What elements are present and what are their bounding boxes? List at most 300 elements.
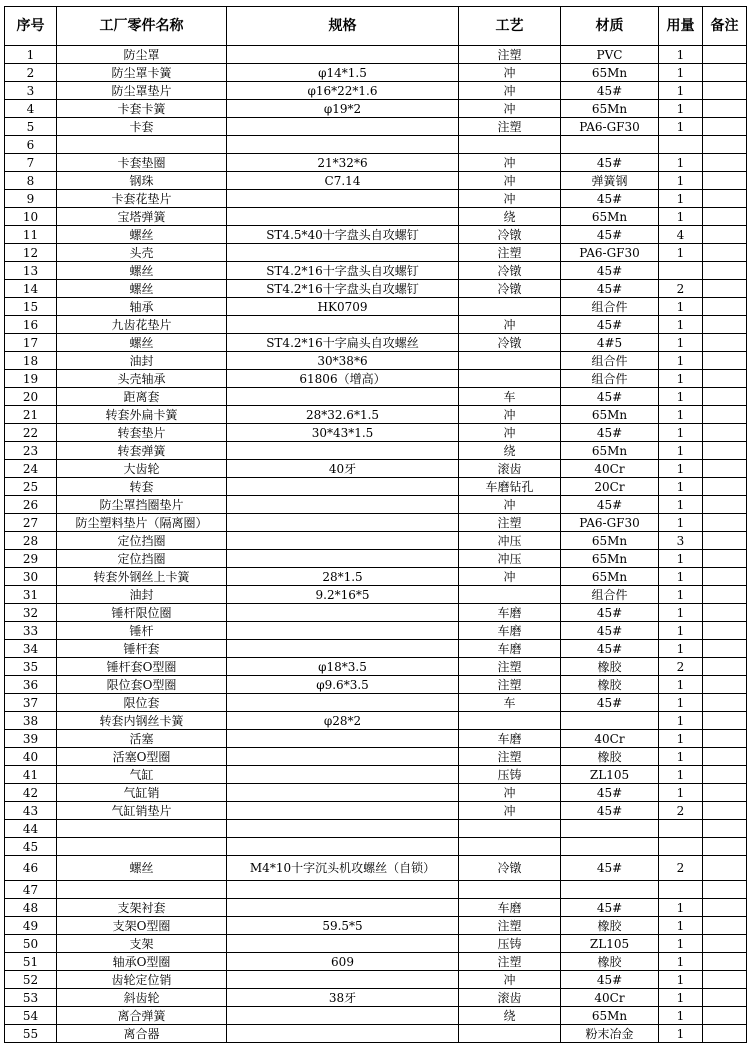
cell-qty: 1 <box>659 424 703 442</box>
table-row <box>5 989 747 1007</box>
table-row <box>5 658 747 676</box>
table-row <box>5 514 747 532</box>
cell-material: ZL105 <box>561 766 659 784</box>
cell-process: 注塑 <box>459 676 561 694</box>
cell-qty: 1 <box>659 100 703 118</box>
cell-qty: 1 <box>659 917 703 935</box>
cell-qty: 1 <box>659 676 703 694</box>
cell-material: 65Mn <box>561 1007 659 1025</box>
cell-process: 冲 <box>459 64 561 82</box>
cell-no: 25 <box>5 478 57 496</box>
cell-material: 45# <box>561 971 659 989</box>
cell-qty: 3 <box>659 532 703 550</box>
cell-note <box>703 406 747 424</box>
cell-note <box>703 748 747 766</box>
table-row <box>5 262 747 280</box>
cell-no: 15 <box>5 298 57 316</box>
table-row <box>5 838 747 856</box>
cell-name: 锤杆套 <box>57 640 227 658</box>
cell-material: 橡胶 <box>561 953 659 971</box>
table-row <box>5 136 747 154</box>
cell-spec: 21*32*6 <box>227 154 459 172</box>
cell-material: 橡胶 <box>561 658 659 676</box>
cell-qty: 1 <box>659 460 703 478</box>
cell-name: 限位套O型圈 <box>57 676 227 694</box>
cell-name: 定位挡圈 <box>57 550 227 568</box>
table-row <box>5 352 747 370</box>
cell-spec <box>227 136 459 154</box>
cell-spec: φ18*3.5 <box>227 658 459 676</box>
cell-qty: 1 <box>659 154 703 172</box>
cell-qty: 1 <box>659 640 703 658</box>
cell-spec <box>227 388 459 406</box>
cell-no: 37 <box>5 694 57 712</box>
cell-qty: 2 <box>659 658 703 676</box>
cell-name: 距离套 <box>57 388 227 406</box>
cell-material: 40Cr <box>561 460 659 478</box>
cell-note <box>703 856 747 881</box>
cell-no: 41 <box>5 766 57 784</box>
cell-process: 注塑 <box>459 46 561 64</box>
cell-material: 组合件 <box>561 586 659 604</box>
cell-qty: 1 <box>659 190 703 208</box>
table-row <box>5 280 747 298</box>
cell-name: 螺丝 <box>57 334 227 352</box>
cell-no: 17 <box>5 334 57 352</box>
cell-name: 转套外钢丝上卡簧 <box>57 568 227 586</box>
cell-note <box>703 172 747 190</box>
cell-note <box>703 244 747 262</box>
cell-spec <box>227 442 459 460</box>
cell-qty <box>659 136 703 154</box>
cell-no: 19 <box>5 370 57 388</box>
cell-qty: 1 <box>659 899 703 917</box>
cell-spec: φ9.6*3.5 <box>227 676 459 694</box>
cell-process <box>459 352 561 370</box>
cell-spec <box>227 935 459 953</box>
cell-qty: 1 <box>659 514 703 532</box>
cell-name: 螺丝 <box>57 226 227 244</box>
cell-material: 45# <box>561 802 659 820</box>
cell-spec: ST4.5*40十字盘头自攻螺钉 <box>227 226 459 244</box>
cell-qty: 1 <box>659 46 703 64</box>
cell-note <box>703 820 747 838</box>
table-row <box>5 694 747 712</box>
cell-no: 12 <box>5 244 57 262</box>
cell-spec <box>227 190 459 208</box>
cell-spec <box>227 208 459 226</box>
cell-name <box>57 838 227 856</box>
cell-process <box>459 370 561 388</box>
cell-note <box>703 802 747 820</box>
table-row <box>5 532 747 550</box>
cell-qty: 1 <box>659 1007 703 1025</box>
cell-material: 65Mn <box>561 550 659 568</box>
cell-process: 注塑 <box>459 118 561 136</box>
cell-process: 冷镦 <box>459 856 561 881</box>
cell-process: 车磨 <box>459 604 561 622</box>
cell-material: 粉末冶金 <box>561 1025 659 1043</box>
cell-name: 螺丝 <box>57 262 227 280</box>
cell-spec: φ19*2 <box>227 100 459 118</box>
cell-spec <box>227 838 459 856</box>
cell-qty: 1 <box>659 748 703 766</box>
cell-note <box>703 280 747 298</box>
cell-note <box>703 298 747 316</box>
cell-spec <box>227 784 459 802</box>
cell-material: 45# <box>561 262 659 280</box>
cell-name: 锤杆套O型圈 <box>57 658 227 676</box>
cell-process <box>459 586 561 604</box>
cell-name: 钢珠 <box>57 172 227 190</box>
cell-spec: HK0709 <box>227 298 459 316</box>
cell-name: 防尘塑料垫片（隔离圈） <box>57 514 227 532</box>
cell-material: 65Mn <box>561 64 659 82</box>
header-spec: 规格 <box>227 7 459 46</box>
cell-name: 螺丝 <box>57 280 227 298</box>
table-row <box>5 190 747 208</box>
table-row <box>5 496 747 514</box>
cell-process: 压铸 <box>459 935 561 953</box>
cell-no: 24 <box>5 460 57 478</box>
cell-spec <box>227 1025 459 1043</box>
cell-spec: C7.14 <box>227 172 459 190</box>
table-row <box>5 899 747 917</box>
cell-process: 车磨钻孔 <box>459 478 561 496</box>
cell-note <box>703 352 747 370</box>
cell-note <box>703 424 747 442</box>
table-row <box>5 478 747 496</box>
cell-spec <box>227 881 459 899</box>
cell-name: 锤杆限位圈 <box>57 604 227 622</box>
cell-spec <box>227 118 459 136</box>
cell-note <box>703 881 747 899</box>
cell-no: 44 <box>5 820 57 838</box>
cell-process: 冲 <box>459 154 561 172</box>
cell-process: 冲压 <box>459 532 561 550</box>
cell-spec: 61806（增高） <box>227 370 459 388</box>
cell-qty: 1 <box>659 622 703 640</box>
table-row <box>5 881 747 899</box>
cell-note <box>703 514 747 532</box>
cell-material: 65Mn <box>561 442 659 460</box>
cell-material: 45# <box>561 388 659 406</box>
cell-spec <box>227 820 459 838</box>
cell-spec <box>227 899 459 917</box>
cell-note <box>703 622 747 640</box>
cell-note <box>703 496 747 514</box>
cell-material: PA6-GF30 <box>561 514 659 532</box>
cell-process: 冲 <box>459 82 561 100</box>
cell-note <box>703 712 747 730</box>
cell-process: 冲 <box>459 316 561 334</box>
cell-material <box>561 881 659 899</box>
cell-spec <box>227 514 459 532</box>
cell-name: 齿轮定位销 <box>57 971 227 989</box>
cell-spec: 38牙 <box>227 989 459 1007</box>
cell-material: 65Mn <box>561 532 659 550</box>
cell-material: 65Mn <box>561 208 659 226</box>
cell-note <box>703 226 747 244</box>
cell-name: 转套弹簧 <box>57 442 227 460</box>
cell-process: 注塑 <box>459 658 561 676</box>
cell-qty: 1 <box>659 244 703 262</box>
cell-note <box>703 917 747 935</box>
table-row <box>5 784 747 802</box>
cell-material: 65Mn <box>561 568 659 586</box>
cell-spec: 28*1.5 <box>227 568 459 586</box>
cell-name: 九齿花垫片 <box>57 316 227 334</box>
cell-process: 冲 <box>459 971 561 989</box>
cell-no: 51 <box>5 953 57 971</box>
cell-material: 45# <box>561 316 659 334</box>
cell-note <box>703 82 747 100</box>
cell-material: 45# <box>561 784 659 802</box>
table-row <box>5 676 747 694</box>
cell-process <box>459 1025 561 1043</box>
cell-no: 10 <box>5 208 57 226</box>
cell-qty: 1 <box>659 208 703 226</box>
cell-name: 防尘罩卡簧 <box>57 64 227 82</box>
cell-qty: 1 <box>659 568 703 586</box>
cell-name: 活塞 <box>57 730 227 748</box>
cell-note <box>703 694 747 712</box>
cell-material: 45# <box>561 694 659 712</box>
cell-process: 车磨 <box>459 640 561 658</box>
cell-material: 橡胶 <box>561 748 659 766</box>
cell-qty: 2 <box>659 280 703 298</box>
cell-material: 45# <box>561 226 659 244</box>
cell-spec <box>227 730 459 748</box>
cell-material: 45# <box>561 899 659 917</box>
cell-process: 冲 <box>459 172 561 190</box>
cell-qty: 1 <box>659 172 703 190</box>
cell-no: 39 <box>5 730 57 748</box>
cell-spec <box>227 244 459 262</box>
cell-note <box>703 334 747 352</box>
cell-material: 4#5 <box>561 334 659 352</box>
cell-spec: φ16*22*1.6 <box>227 82 459 100</box>
cell-process: 冲 <box>459 568 561 586</box>
cell-no: 52 <box>5 971 57 989</box>
cell-name: 支架O型圈 <box>57 917 227 935</box>
cell-qty: 1 <box>659 334 703 352</box>
cell-material: 45# <box>561 856 659 881</box>
cell-process: 冲 <box>459 100 561 118</box>
cell-note <box>703 971 747 989</box>
cell-qty: 1 <box>659 712 703 730</box>
cell-name: 卡套花垫片 <box>57 190 227 208</box>
cell-process: 注塑 <box>459 514 561 532</box>
cell-qty <box>659 838 703 856</box>
cell-name: 大齿轮 <box>57 460 227 478</box>
cell-spec: ST4.2*16十字盘头自攻螺钉 <box>227 280 459 298</box>
cell-material: PA6-GF30 <box>561 118 659 136</box>
cell-material <box>561 820 659 838</box>
cell-process: 压铸 <box>459 766 561 784</box>
cell-spec: φ14*1.5 <box>227 64 459 82</box>
cell-no: 4 <box>5 100 57 118</box>
header-name: 工厂零件名称 <box>57 7 227 46</box>
cell-note <box>703 658 747 676</box>
cell-material: 弹簧钢 <box>561 172 659 190</box>
cell-note <box>703 442 747 460</box>
cell-note <box>703 784 747 802</box>
table-row <box>5 442 747 460</box>
cell-qty: 1 <box>659 118 703 136</box>
header-no: 序号 <box>5 7 57 46</box>
table-row <box>5 406 747 424</box>
parts-sheet <box>4 6 747 1043</box>
cell-name: 支架 <box>57 935 227 953</box>
cell-no: 48 <box>5 899 57 917</box>
cell-no: 47 <box>5 881 57 899</box>
cell-qty: 1 <box>659 406 703 424</box>
table-row <box>5 604 747 622</box>
cell-material <box>561 136 659 154</box>
cell-process: 冲 <box>459 496 561 514</box>
cell-material <box>561 712 659 730</box>
table-row <box>5 971 747 989</box>
cell-spec <box>227 802 459 820</box>
cell-material: 45# <box>561 424 659 442</box>
cell-material: 组合件 <box>561 352 659 370</box>
cell-material: 45# <box>561 82 659 100</box>
table-row <box>5 550 747 568</box>
cell-process: 注塑 <box>459 748 561 766</box>
cell-name: 头壳 <box>57 244 227 262</box>
cell-name: 油封 <box>57 352 227 370</box>
cell-name: 气缸销垫片 <box>57 802 227 820</box>
table-row <box>5 154 747 172</box>
cell-process: 车磨 <box>459 622 561 640</box>
cell-no: 1 <box>5 46 57 64</box>
cell-name: 限位套 <box>57 694 227 712</box>
cell-no: 42 <box>5 784 57 802</box>
cell-spec <box>227 1007 459 1025</box>
cell-note <box>703 838 747 856</box>
cell-spec: 40牙 <box>227 460 459 478</box>
cell-qty: 1 <box>659 953 703 971</box>
cell-process: 滚齿 <box>459 460 561 478</box>
cell-note <box>703 953 747 971</box>
parts-table-body <box>5 46 747 1043</box>
cell-no: 33 <box>5 622 57 640</box>
cell-qty: 1 <box>659 496 703 514</box>
table-row <box>5 917 747 935</box>
cell-name: 防尘罩 <box>57 46 227 64</box>
cell-qty: 2 <box>659 856 703 881</box>
cell-name <box>57 881 227 899</box>
cell-note <box>703 190 747 208</box>
cell-process: 绕 <box>459 1007 561 1025</box>
table-row <box>5 766 747 784</box>
cell-process: 车 <box>459 694 561 712</box>
cell-no: 46 <box>5 856 57 881</box>
cell-material: 40Cr <box>561 730 659 748</box>
cell-no: 34 <box>5 640 57 658</box>
cell-name: 转套垫片 <box>57 424 227 442</box>
cell-note <box>703 1025 747 1043</box>
cell-no: 36 <box>5 676 57 694</box>
cell-qty: 1 <box>659 298 703 316</box>
cell-material: ZL105 <box>561 935 659 953</box>
cell-material: 橡胶 <box>561 917 659 935</box>
cell-material: 40Cr <box>561 989 659 1007</box>
cell-no: 45 <box>5 838 57 856</box>
cell-material: 45# <box>561 190 659 208</box>
table-row <box>5 64 747 82</box>
cell-spec <box>227 622 459 640</box>
cell-material: 45# <box>561 496 659 514</box>
cell-spec: ST4.2*16十字盘头自攻螺钉 <box>227 262 459 280</box>
cell-process: 绕 <box>459 208 561 226</box>
cell-process: 注塑 <box>459 953 561 971</box>
cell-note <box>703 64 747 82</box>
cell-note <box>703 640 747 658</box>
cell-process: 冲 <box>459 424 561 442</box>
table-row <box>5 244 747 262</box>
cell-no: 9 <box>5 190 57 208</box>
cell-material: 45# <box>561 280 659 298</box>
cell-spec <box>227 748 459 766</box>
cell-spec: φ28*2 <box>227 712 459 730</box>
cell-name: 定位挡圈 <box>57 532 227 550</box>
table-row <box>5 208 747 226</box>
cell-spec <box>227 478 459 496</box>
cell-no: 11 <box>5 226 57 244</box>
cell-material: 45# <box>561 622 659 640</box>
cell-spec <box>227 532 459 550</box>
cell-name: 活塞O型圈 <box>57 748 227 766</box>
header-material: 材质 <box>561 7 659 46</box>
cell-qty: 1 <box>659 550 703 568</box>
cell-process <box>459 838 561 856</box>
cell-qty: 1 <box>659 478 703 496</box>
cell-no: 29 <box>5 550 57 568</box>
cell-name: 头壳轴承 <box>57 370 227 388</box>
cell-spec <box>227 640 459 658</box>
cell-note <box>703 604 747 622</box>
table-row <box>5 622 747 640</box>
cell-qty: 1 <box>659 1025 703 1043</box>
cell-no: 5 <box>5 118 57 136</box>
cell-note <box>703 154 747 172</box>
cell-name: 轴承O型圈 <box>57 953 227 971</box>
cell-no: 49 <box>5 917 57 935</box>
cell-process: 冷镦 <box>459 262 561 280</box>
cell-spec: M4*10十字沉头机攻螺丝（自锁） <box>227 856 459 881</box>
table-row <box>5 82 747 100</box>
cell-no: 13 <box>5 262 57 280</box>
cell-name: 离合器 <box>57 1025 227 1043</box>
cell-name: 油封 <box>57 586 227 604</box>
cell-no: 7 <box>5 154 57 172</box>
cell-process: 车磨 <box>459 899 561 917</box>
cell-name: 轴承 <box>57 298 227 316</box>
cell-name: 防尘罩垫片 <box>57 82 227 100</box>
cell-no: 43 <box>5 802 57 820</box>
cell-name: 转套内钢丝卡簧 <box>57 712 227 730</box>
cell-note <box>703 568 747 586</box>
cell-process <box>459 712 561 730</box>
cell-name <box>57 820 227 838</box>
cell-no: 26 <box>5 496 57 514</box>
table-row <box>5 730 747 748</box>
cell-material: 组合件 <box>561 298 659 316</box>
cell-qty <box>659 881 703 899</box>
table-row <box>5 334 747 352</box>
